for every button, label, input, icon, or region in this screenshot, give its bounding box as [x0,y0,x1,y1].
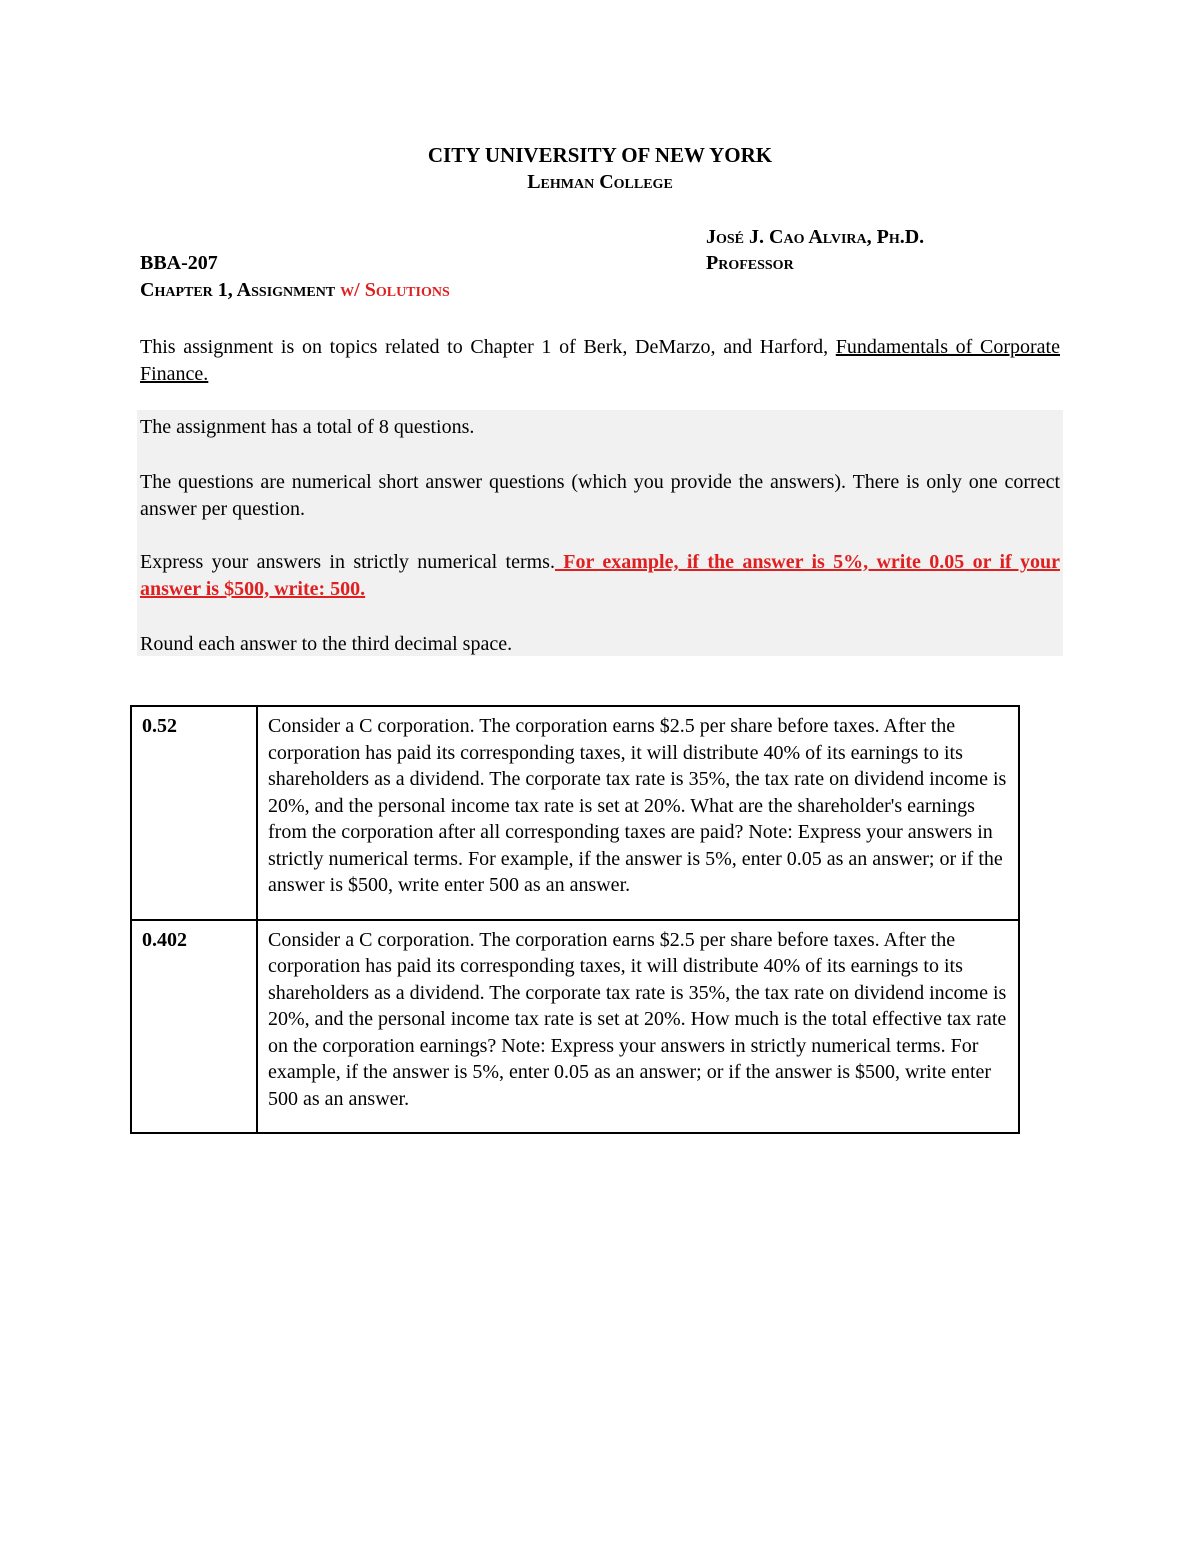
question-type-text: The questions are numerical short answer questions (which you provide the answers). There is only one correct answer per question. [140,471,1060,520]
instructions-box [137,410,1063,656]
questions-table [130,705,1020,1134]
course-code: BBA-207 [140,252,218,274]
table-row [131,920,1019,1134]
question-cell: Consider a C corporation. The corporation earns $2.5 per share before taxes. After the corporation has paid its corresponding taxes, it will distribute 40% of its earnings to its shareholders as a dividend. The corporate tax rate is 35%, the tax rate on dividend income is 20%, and the personal income tax rate is set at 20%. What are the shareholder's earnings from the corporation after all corresponding taxes are paid? Note: Express your answers in strictly numerical terms. For example, if the answer is 5%, enter 0.05 as an answer; or if the answer is $500, write enter 500 as an answer. [257,706,1019,920]
chapter-title: Chapter 1, Assignment [140,279,336,301]
answer-cell: 0.52 [131,706,257,920]
table-row [131,706,1019,920]
total-questions-text: The assignment has a total of 8 questions. [140,416,475,438]
professor-name: José J. Cao Alvira, Ph.D. [706,226,925,248]
answer-cell: 0.402 [131,920,257,1134]
question-cell: Consider a C corporation. The corporation earns $2.5 per share before taxes. After the corporation has paid its corresponding taxes, it will distribute 40% of its earnings to its shareholders as a dividend. The corporate tax rate is 35%, the tax rate on dividend income is 20%, and the personal income tax rate is set at 20%. How much is the total effective tax rate on the corporation earnings? Note: Express your answers in strictly numerical terms. For example, if the answer is 5%, enter 0.05 as an answer; or if the answer is $500, write enter 500 as an answer. [257,920,1019,1134]
solutions-label: w/ Solutions [340,279,450,301]
intro-paragraph [140,334,1060,387]
answer-format-example: For example, if the answer is 5%, write 0.05 or if your answer is $500, write: 500. [140,551,1061,600]
assignment-title [140,279,450,302]
university-name: CITY UNIVERSITY OF NEW YORK [427,143,773,167]
answer-format-prefix: Express your answers in strictly numerical terms. [140,551,555,573]
book-title: Fundamentals of Corporate Finance. [140,336,1060,385]
professor-title: Professor [706,252,794,274]
answer-format-text [140,549,1060,602]
rounding-text: Round each answer to the third decimal space. [140,633,513,655]
college-name: Lehman College [527,171,673,193]
intro-text: This assignment is on topics related to Chapter 1 of Berk, DeMarzo, and Harford, [140,336,836,358]
